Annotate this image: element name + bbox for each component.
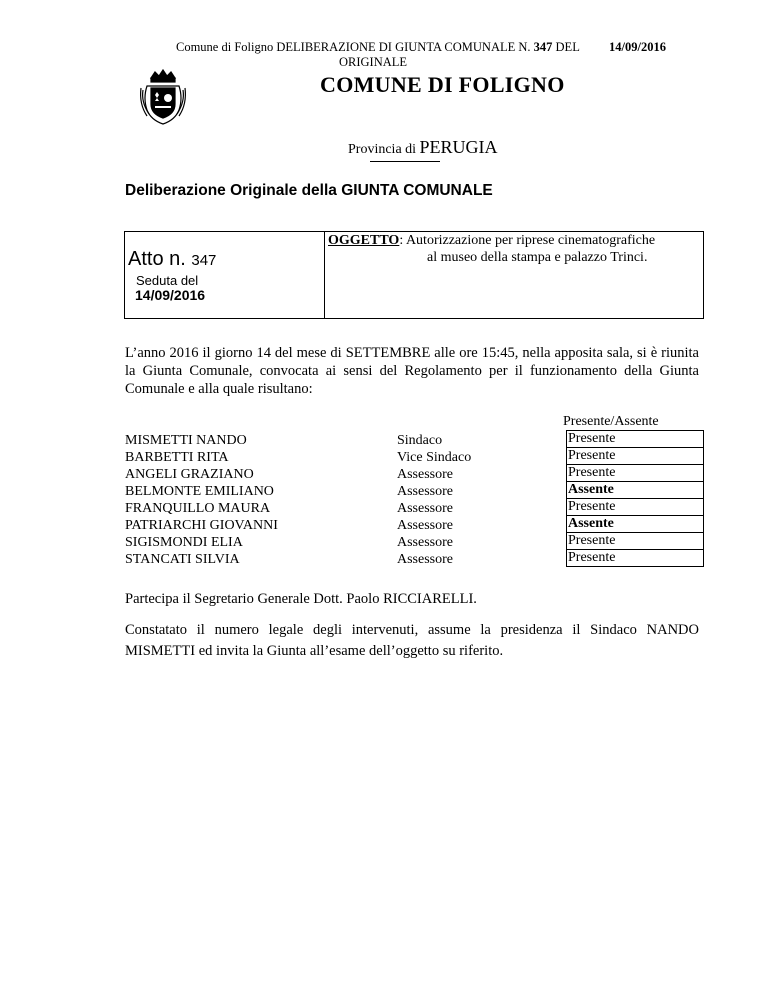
- atto-box: [124, 231, 704, 319]
- deliberation-title: Deliberazione Originale della GIUNTA COMUNALE: [125, 182, 493, 199]
- attendance-status: Presente: [567, 465, 704, 482]
- attendance-table: [566, 430, 704, 567]
- member-name: SIGISMONDI ELIA: [125, 535, 243, 550]
- coat-of-arms-icon: [137, 68, 189, 126]
- attendance-header: Presente/Assente: [563, 414, 659, 429]
- oggetto-text: : Autorizzazione per riprese cinematografiche: [399, 233, 656, 248]
- member-role: Assessore: [397, 467, 453, 482]
- member-role: Assessore: [397, 535, 453, 550]
- page-title: COMUNE DI FOLIGNO: [320, 72, 565, 97]
- closing-paragraph: Constatato il numero legale degli intervenuti, assume la presidenza il Sindaco NANDO MISMETTI ed invita la Giunta all’esame dell’oggetto su riferito.: [125, 622, 699, 659]
- attendance-status: Presente: [567, 550, 704, 567]
- atto-number: [128, 248, 216, 271]
- table-row: [567, 550, 704, 567]
- member-name: PATRIARCHI GIOVANNI: [125, 518, 278, 533]
- province-city: PERUGIA: [419, 137, 498, 157]
- member-role: Assessore: [397, 484, 453, 499]
- secretary-line: Partecipa il Segretario Generale Dott. Paolo RICCIARELLI.: [125, 591, 477, 607]
- member-name: BELMONTE EMILIANO: [125, 484, 274, 499]
- member-role: Assessore: [397, 518, 453, 533]
- province-label: Provincia di: [348, 142, 417, 157]
- header-left: [176, 40, 580, 55]
- member-names: [125, 432, 278, 568]
- attendance-status: Assente: [567, 482, 704, 499]
- table-row: [567, 499, 704, 516]
- member-name: BARBETTI RITA: [125, 450, 229, 465]
- attendance-status: Presente: [567, 431, 704, 448]
- table-row: [567, 431, 704, 448]
- oggetto-label: OGGETTO: [328, 233, 400, 248]
- atto-label: Atto n.: [128, 248, 186, 270]
- province-underline: [370, 161, 440, 162]
- attendance-status: Presente: [567, 533, 704, 550]
- header-del: DEL: [555, 40, 580, 54]
- attendance-status: Assente: [567, 516, 704, 533]
- member-role: Sindaco: [397, 433, 443, 448]
- member-name: STANCATI SILVIA: [125, 552, 240, 567]
- seduta-label: Seduta del: [136, 273, 199, 288]
- header-date: 14/09/2016: [609, 40, 666, 54]
- atto-value: 347: [191, 252, 217, 269]
- table-row: [567, 533, 704, 550]
- table-row: [567, 465, 704, 482]
- attendance-status: Presente: [567, 499, 704, 516]
- table-row: [567, 448, 704, 465]
- table-row: [567, 516, 704, 533]
- member-name: MISMETTI NANDO: [125, 433, 247, 448]
- header-number: 347: [533, 40, 553, 54]
- member-role: Vice Sindaco: [397, 450, 472, 465]
- table-row: [567, 482, 704, 499]
- member-role: Assessore: [397, 552, 453, 567]
- attendance-status: Presente: [567, 448, 704, 465]
- province: [348, 137, 498, 158]
- box-divider: [324, 232, 325, 318]
- oggetto-text-2: al museo della stampa e palazzo Trinci.: [427, 250, 648, 265]
- seduta-date: 14/09/2016: [135, 287, 206, 303]
- header-left-text: Comune di Foligno DELIBERAZIONE DI GIUNTA COMUNALE N.: [176, 40, 531, 54]
- member-roles: [397, 432, 471, 568]
- member-role: Assessore: [397, 501, 453, 516]
- header-original: ORIGINALE: [339, 55, 408, 69]
- intro-paragraph: L’anno 2016 il giorno 14 del mese di SETTEMBRE alle ore 15:45, nella apposita sala, si è riunita la Giunta Comunale, convocata ai sensi del Regolamento per il funzionamento della Giunta Comunale e alla quale risultano:: [125, 345, 699, 397]
- member-name: FRANQUILLO MAURA: [125, 501, 271, 516]
- member-name: ANGELI GRAZIANO: [125, 467, 254, 482]
- oggetto: [328, 232, 700, 266]
